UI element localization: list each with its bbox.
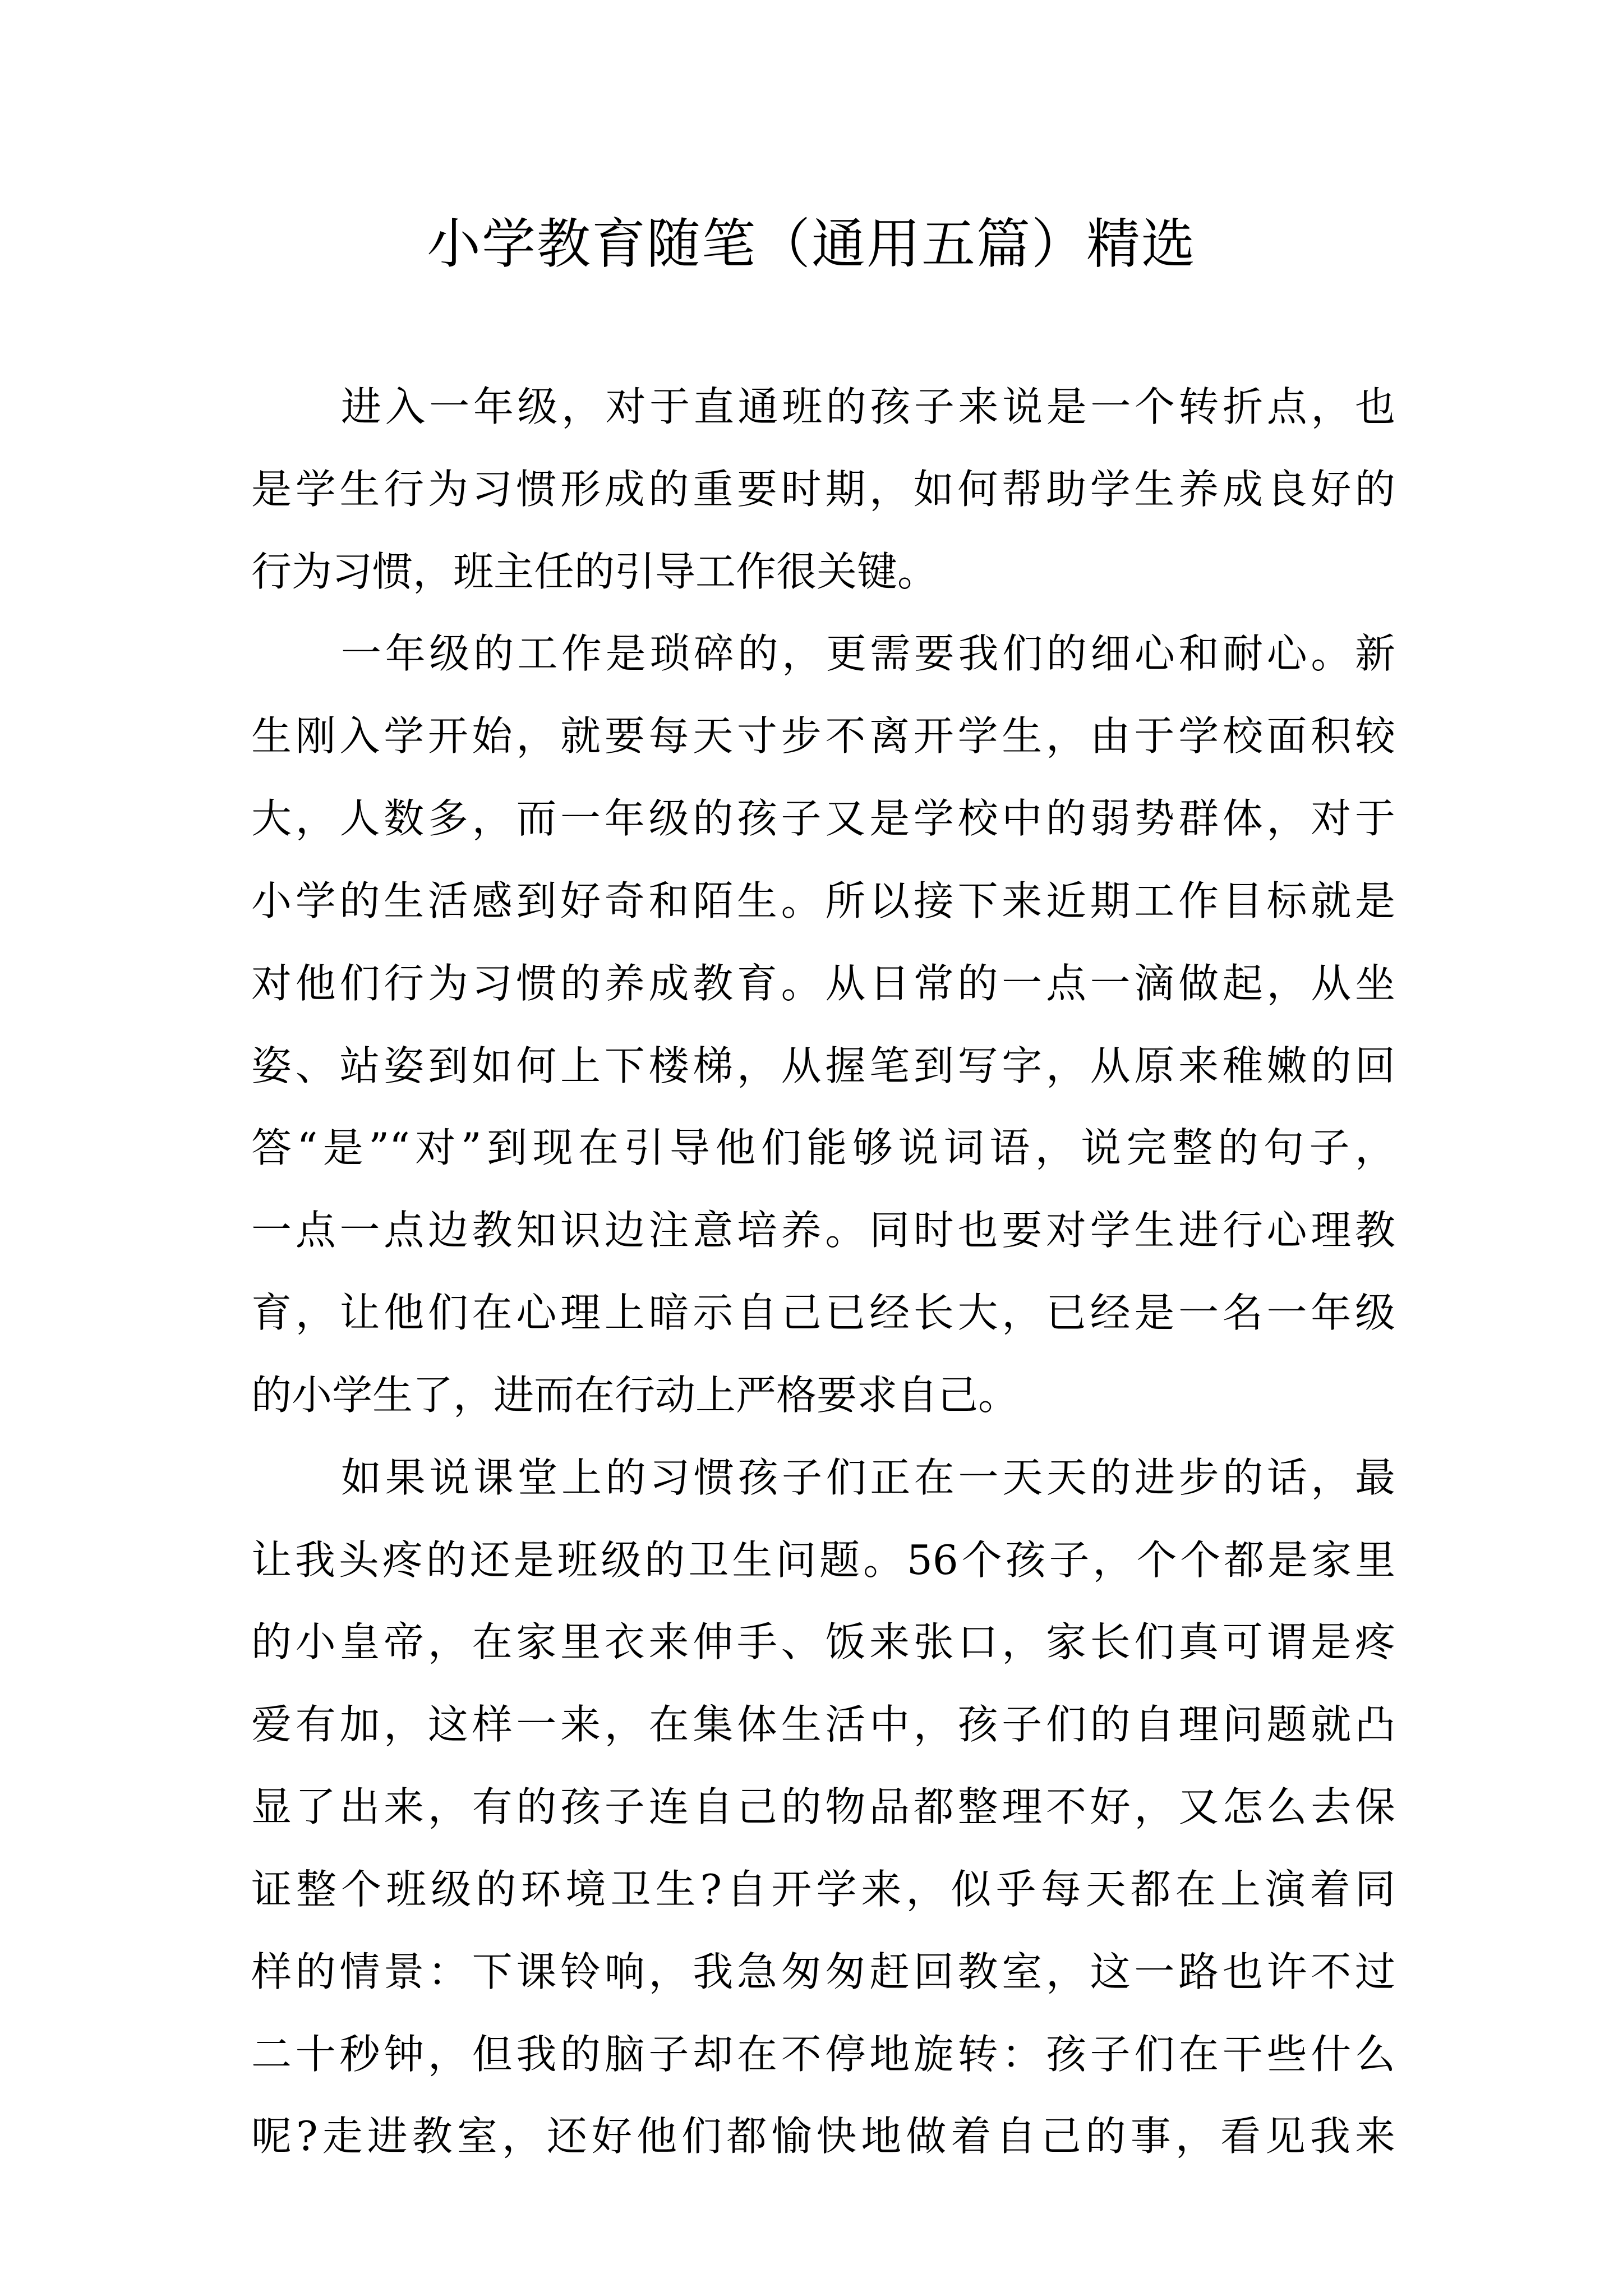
paragraph-3-line-8: 二十秒钟，但我的脑子却在不停地旋转：孩子们在干些什么	[251, 2031, 1395, 2078]
paragraph-1-line-2: 是学生行为习惯形成的重要时期，如何帮助学生养成良好的	[251, 466, 1395, 513]
paragraph-2-line-8: 一点一点边教知识边注意培养。同时也要对学生进行心理教	[251, 1207, 1395, 1254]
paragraph-3-line-4: 爱有加，这样一来，在集体生活中，孩子们的自理问题就凸	[251, 1701, 1395, 1748]
paragraph-2-line-10: 的小学生了，进而在行动上严格要求自己。	[251, 1372, 1019, 1419]
paragraph-3-line-2: 让我头疼的还是班级的卫生问题。56个孩子，个个都是家里	[251, 1536, 1395, 1584]
paragraph-3-line-1: 如果说课堂上的习惯孩子们正在一天天的进步的话，最	[341, 1454, 1395, 1501]
paragraph-3-line-6: 证整个班级的环境卫生?自开学来，似乎每天都在上演着同	[251, 1866, 1395, 1913]
paragraph-2-line-1: 一年级的工作是琐碎的，更需要我们的细心和耐心。新	[341, 630, 1395, 677]
paragraph-1-line-3: 行为习惯，班主任的引导工作很关键。	[251, 548, 938, 595]
paragraph-2-line-9: 育，让他们在心理上暗示自己已经长大，已经是一名一年级	[251, 1289, 1395, 1336]
paragraph-1-line-1: 进入一年级，对于直通班的孩子来说是一个转折点，也	[341, 383, 1395, 430]
paragraph-2-line-2: 生刚入学开始，就要每天寸步不离开学生，由于学校面积较	[251, 712, 1395, 760]
paragraph-3-line-7: 样的情景：下课铃响，我急匆匆赶回教室，这一路也许不过	[251, 1948, 1395, 1995]
paragraph-3-line-3: 的小皇帝，在家里衣来伸手、饭来张口，家长们真可谓是疼	[251, 1618, 1395, 1665]
document-title: 小学教育随笔（通用五篇）精选	[427, 213, 1196, 275]
paragraph-2-line-6: 姿、站姿到如何上下楼梯，从握笔到写字，从原来稚嫩的回	[251, 1042, 1395, 1089]
paragraph-2-line-5: 对他们行为习惯的养成教育。从日常的一点一滴做起，从坐	[251, 960, 1395, 1007]
paragraph-2-line-3: 大，人数多，而一年级的孩子又是学校中的弱势群体，对于	[251, 795, 1395, 842]
paragraph-2-line-7: 答“是”“对”到现在引导他们能够说词语，说完整的句子，	[251, 1124, 1395, 1171]
paragraph-3-line-5: 显了出来，有的孩子连自己的物品都整理不好，又怎么去保	[251, 1783, 1395, 1830]
paragraph-3-line-9: 呢?走进教室，还好他们都愉快地做着自己的事，看见我来	[251, 2113, 1395, 2160]
paragraph-2-line-4: 小学的生活感到好奇和陌生。所以接下来近期工作目标就是	[251, 877, 1395, 924]
